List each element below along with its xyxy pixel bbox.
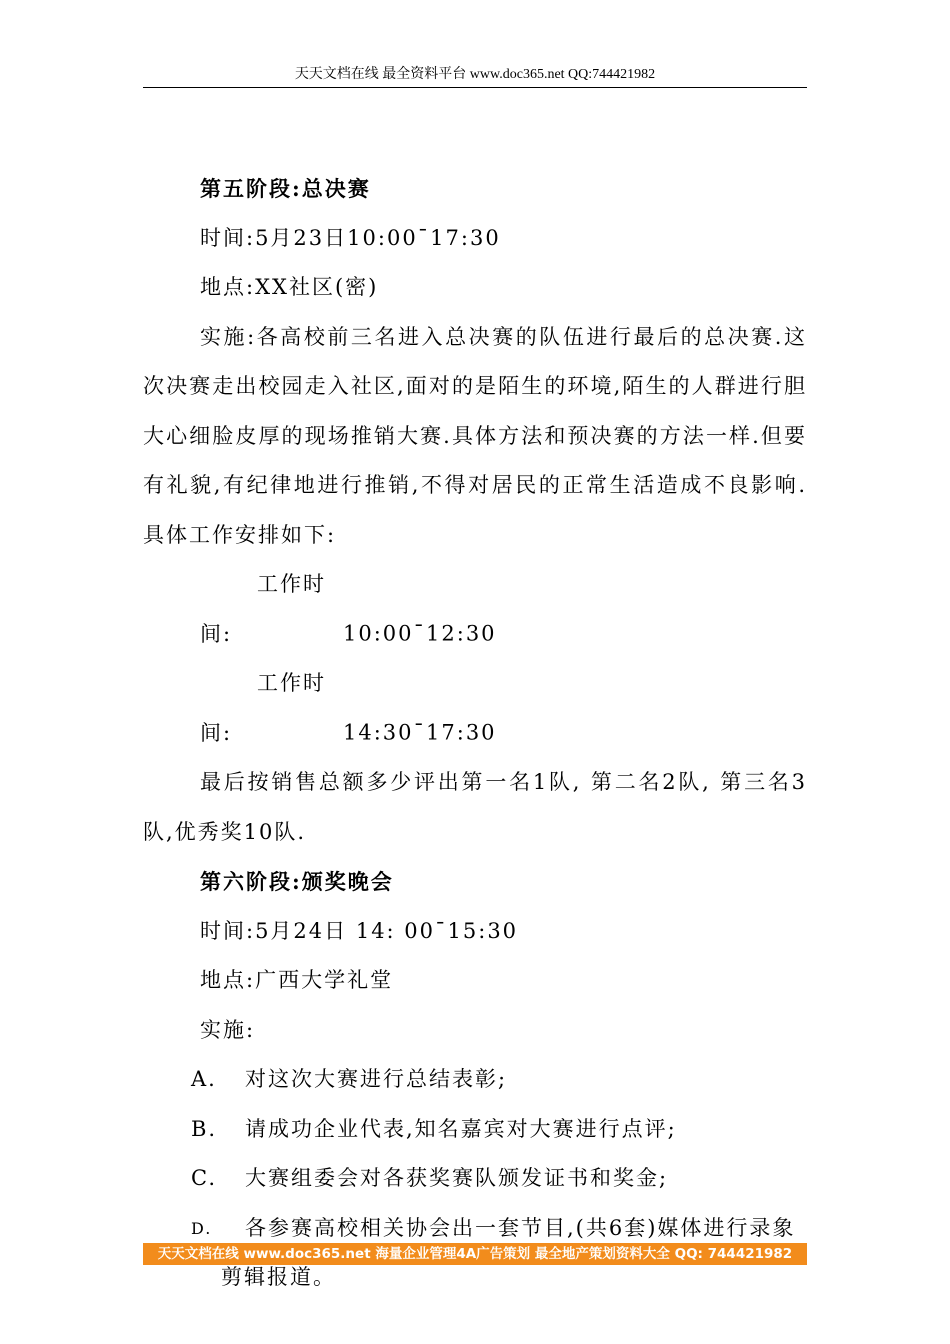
footer-banner: 天天文档在线 www.doc365.net 海量企业管理4A广告策划 最全地产策划资料大全 QQ: 744421982 xyxy=(143,1243,807,1265)
list-marker: C. xyxy=(191,1166,217,1190)
stage5-heading: 第五阶段:总决赛 xyxy=(200,176,371,201)
list-item-text: 请成功企业代表,知名嘉宾对大赛进行点评; xyxy=(245,1116,677,1141)
header-rule xyxy=(143,87,807,88)
list-item-text: 对这次大赛进行总结表彰; xyxy=(245,1067,508,1091)
list-item-text: 大赛组委会对各获奖赛队颁发证书和奖金; xyxy=(245,1166,669,1190)
list-item xyxy=(143,1055,807,1105)
work-time-label: 工作时间: xyxy=(200,671,326,745)
stage5-implementation: 实施:各高校前三名进入总决赛的队伍进行最后的总决赛.这次决赛走出校园走入社区,面对的是陌生的环境,陌生的人群进行胆大心细脸皮厚的现场推销大赛.具体方法和预决赛的方法一样.但要有礼貌,有纪律地进行推销,不得对居民的正常生活造成不良影响.具体工作安排如下: xyxy=(143,324,807,547)
list-item xyxy=(143,1105,807,1155)
page-header: 天天文档在线 最全资料平台 www.doc365.net QQ:744421982 xyxy=(294,67,656,82)
work-time-row xyxy=(143,560,807,659)
stage6-heading: 第六阶段:颁奖晚会 xyxy=(200,869,394,894)
list-marker: A. xyxy=(191,1067,217,1091)
work-time-value: 14:30¯17:30 xyxy=(343,720,497,745)
work-time-value: 10:00¯12:30 xyxy=(343,621,497,646)
stage5-result: 最后按销售总额多少评出第一名1队, 第二名2队, 第三名3队,优秀奖10队. xyxy=(143,770,807,844)
list-item xyxy=(143,1154,807,1204)
list-marker: D. xyxy=(191,1218,213,1238)
stage6-time: 时间:5月24日 14: 00¯15:30 xyxy=(200,918,519,943)
list-item-continuation: 剪辑报道。 xyxy=(221,1265,336,1289)
work-time-row xyxy=(143,659,807,758)
stage5-time: 时间:5月23日10:00¯17:30 xyxy=(200,225,501,250)
list-item-text: 各参赛高校相关协会出一套节目,(共6套)媒体进行录象 xyxy=(245,1215,796,1240)
stage6-place: 地点:广西大学礼堂 xyxy=(200,968,394,992)
list-marker: B. xyxy=(191,1116,218,1141)
stage5-place: 地点:XX社区(密) xyxy=(200,275,379,299)
stage6-impl-label: 实施: xyxy=(200,1017,256,1042)
work-time-label: 工作时间: xyxy=(200,572,326,646)
document-body xyxy=(143,164,807,1303)
